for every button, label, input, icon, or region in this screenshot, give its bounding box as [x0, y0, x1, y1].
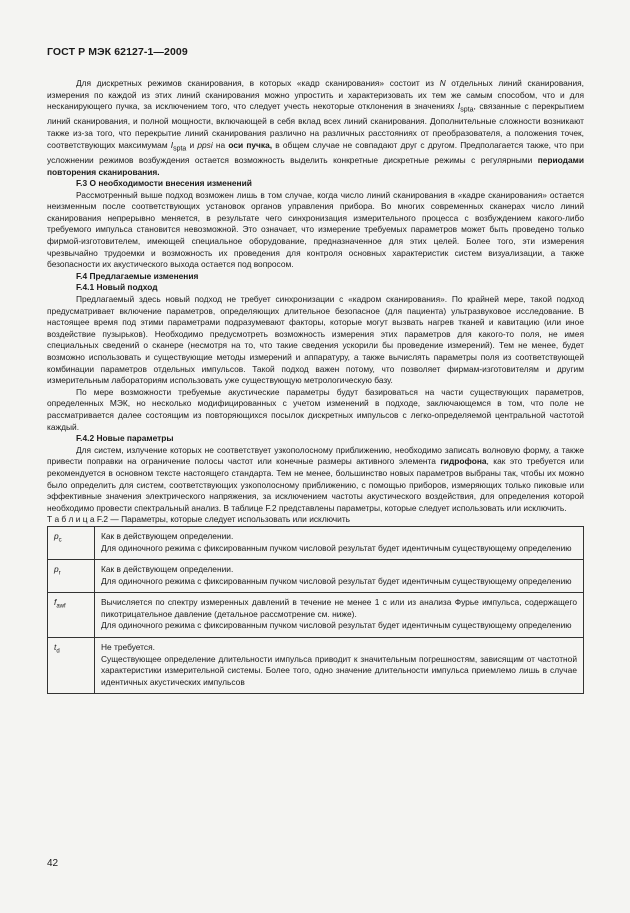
- table-row: [48, 638, 584, 694]
- parameter-description: Как в действующем определении. Для одиночного режима с фиксированным пучком числовой результат будет идентичным существующему определению: [95, 560, 584, 593]
- table-row: [48, 560, 584, 593]
- page-content: [47, 78, 584, 694]
- table-row: [48, 593, 584, 638]
- section-heading-f41: F.4.1 Новый подход: [76, 282, 158, 293]
- parameter-description: Не требуется. Существующее определение длительности импульса приводит к значительным погрешностям, зависящим от частотной характеристики измерительной системы. Более того, одно значение длительности импульса приемлемо лишь в случае идентичных акустических импульсов: [95, 638, 584, 694]
- parameter-description: Вычисляется по спектру измеренных давлений в течение не менее 1 с или из анализа Фурье импульса, содержащего пикотрицательное давление (детальное рассмотрение см. ниже). Для одиночного режима с фиксированным пучком числовой результат будет идентичным существующему определению: [95, 593, 584, 638]
- parameter-description: Как в действующем определении. Для одиночного режима с фиксированным пучком числовой результат будет идентичным существующему определению: [95, 526, 584, 559]
- document-header: ГОСТ Р МЭК 62127-1—2009: [47, 46, 188, 58]
- paragraph-f41: Предлагаемый здесь новый подход не требует синхронизации с «кадром сканирования». По крайней мере, такой подход предусматривает включение параметров, определяющих длительное безопасное (для пациента) ультразвуковое исследование. В настоящее время под этими параметрами подразумевают факторы, которые могут вызвать нагрев тканей и кавитацию (или иное воздействие пузырьков). Необходимо предусмотреть возможность измерения этих параметров для какого-то поля, не имея специальных сведений о сканере (несмотря на то, что такие сведения ускорили бы проведение измерений). Тем не менее, будет возможно использовать и существующие методы измерений и аппаратуру, а также вычислять параметры поля из соответствующей комбинации параметров отдельных импульсов. Такой подход важен потому, что позволяет фирмам-изготовителям и другим измерительным лабораториям использовать уже существующую метрологическую базу.: [47, 294, 584, 386]
- section-heading-f3: F.3 О необходимости внесения изменений: [76, 178, 252, 189]
- parameter-symbol: $f_{awf}$: [48, 593, 95, 638]
- parameter-symbol: $p_c$: [48, 526, 95, 559]
- paragraph-f41-second: По мере возможности требуемые акустические параметры будут базироваться на части существующих параметров, определенных МЭК, но несколько модифицированных с учетом изменений в подходе, заключающемся в том, что поле не рассматривается далее состоящим из повторяющихся посылок дискретных импульсов с легко-определяемой центральной частотой каждый.: [47, 386, 584, 432]
- parameters-table: [47, 526, 584, 695]
- page-number: 42: [47, 858, 59, 869]
- section-heading-f4: F.4 Предлагаемые изменения: [76, 270, 199, 281]
- paragraph-scan-modes: Для дискретных режимов сканирования, в которых «кадр сканирования» состоит из N отдельных линий сканирования, измерения по каждой из этих линий сканирования можно упростить и характеризовать их тем же самым способом, что и для несканирующего пучка, за исключением того, что следует учесть некоторые отклонения в значениях $I_{spta}$, связанные с перекрытием линий сканирования, и полной мощности, включающей в себя вклад всех линий сканирования. Дополнительные сложности возникают также из-за того, что перекрытие линий сканирования различно на различных расстояниях от преобразователя, а положения точек, соответствующих максимумам $I_{spta}$ и ppsi на оси пучка, в общем случае не совпадают друг с другом. Предполагается также, что при усложнении режимов возбуждения остается возможность выделить конкретные дискретные режимы с регулярными периодами повторения сканирования.: [47, 78, 584, 177]
- section-heading-f42: F.4.2 Новые параметры: [76, 433, 174, 444]
- table-row: [48, 526, 584, 559]
- parameter-symbol: $t_d$: [48, 638, 95, 694]
- table-caption: Т а б л и ц а F.2 — Параметры, которые следует использовать или исключить: [47, 514, 351, 525]
- paragraph-f42: Для систем, излучение которых не соответствует узкополосному приближению, необходимо записать волновую форму, а также привести поправки на ограничение полосы частот или конечные размеры активного элемента гидрофона, как это требуется или рекомендуется в основном тексте настоящего стандарта. Тем не менее, большинство новых параметров выбраны так, чтобы их можно было определить для систем, соответствующих узкополосному приближению, с помощью приборов, измеряющих только пиковые или эффективные значения электрического напряжения, за исключением частоты акустического воздействия, для определения которой необходимо провести спектральный анализ. В таблице F.2 представлены параметры, которые следует использовать или исключить.: [47, 444, 584, 513]
- parameter-symbol: $p_r$: [48, 560, 95, 593]
- paragraph-f3: Рассмотренный выше подход возможен лишь в том случае, когда число линий сканирования в «кадре сканирования» остается неизменным после соответствующих установок органов управления прибора. Во многих современных сканерах число линий сканирования непрерывно меняется, в результате чего синхронизация измерительного процесса с возбуждением какого-либо требуемого импульса становится невозможной. Это означает, что измерение требуемых параметров может быть проведено только фирмой-изготовителем, имеющей специальное оборудование, предназначенное для этих целей. Более того, эти измерения чрезвычайно трудоемки и возможность их проведения для контроля основных характеристик систем визуализации, а также безопасности их акустического выхода остается под вопросом.: [47, 189, 584, 270]
